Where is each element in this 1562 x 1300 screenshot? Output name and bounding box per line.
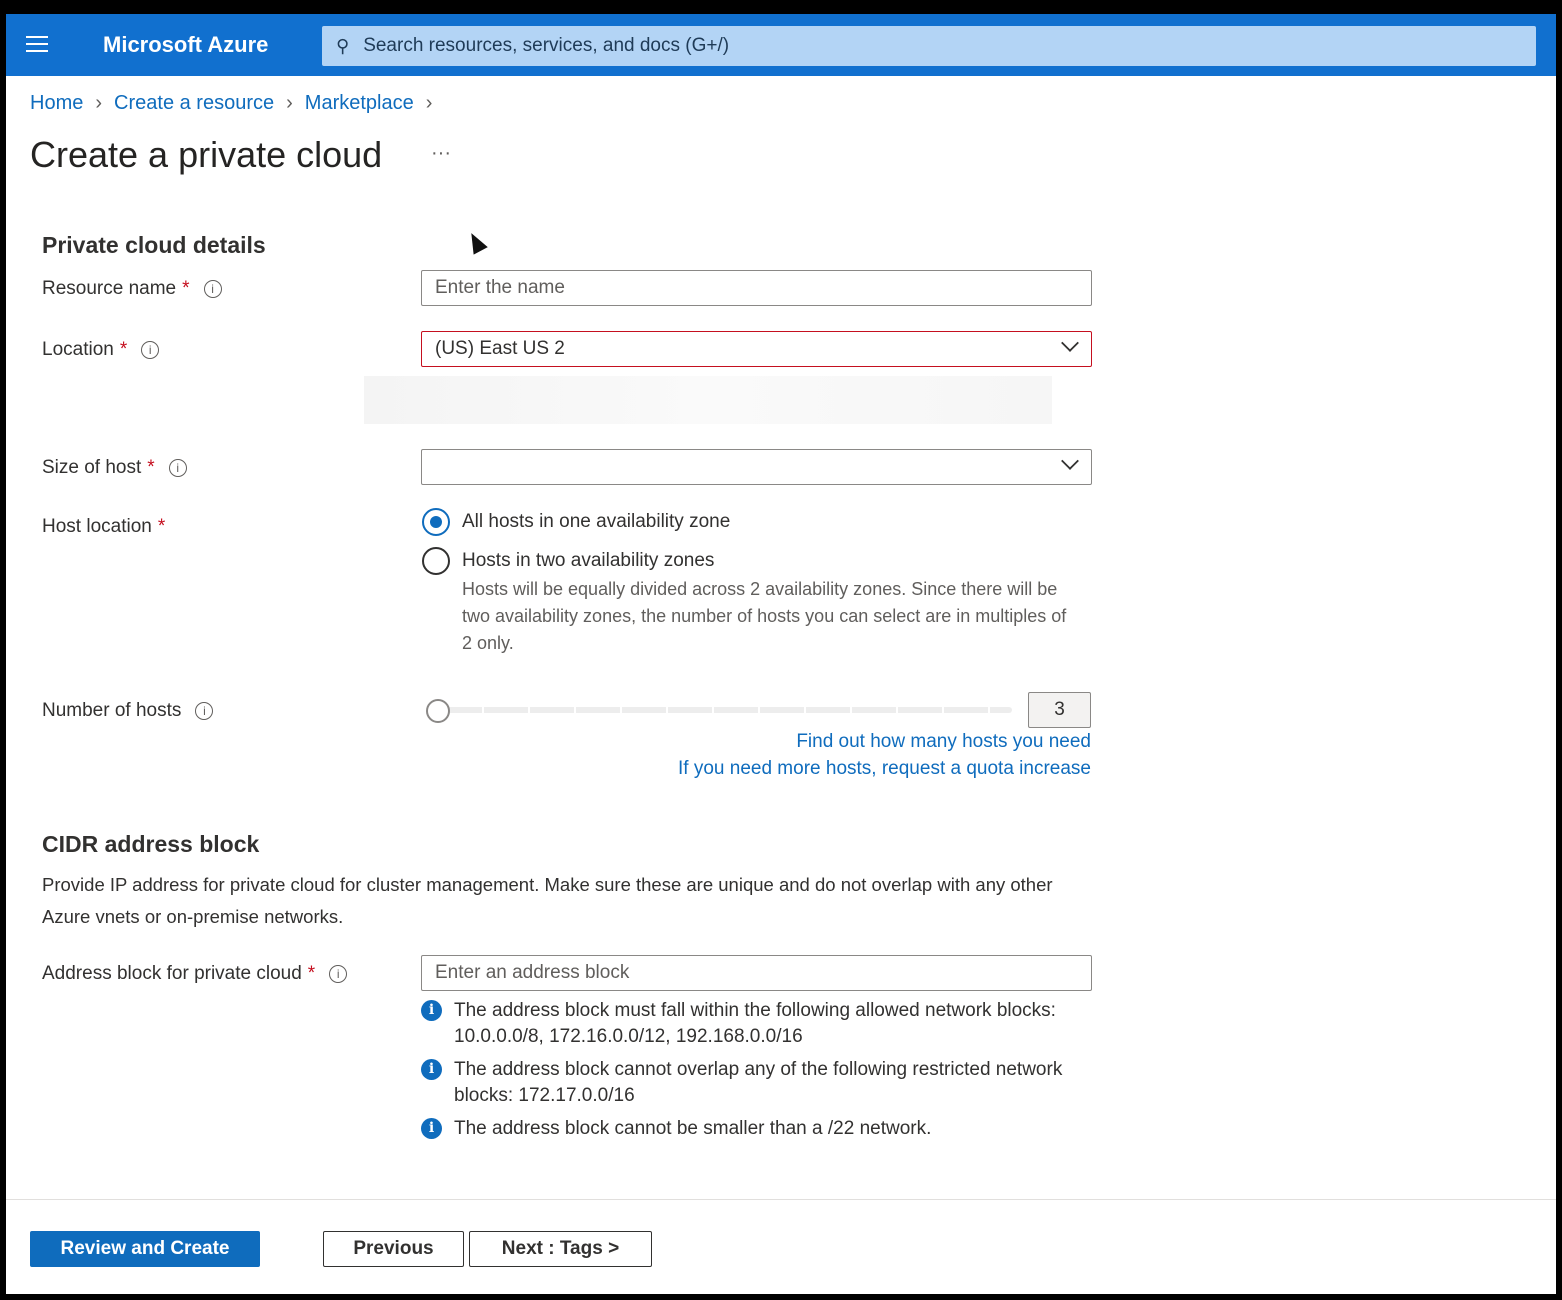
radio-selected-icon[interactable] — [422, 508, 450, 536]
radio-label: Hosts in two availability zones — [462, 550, 715, 571]
info-icon[interactable]: i — [141, 341, 159, 359]
address-block-input[interactable] — [421, 955, 1092, 991]
hosts-slider-thumb[interactable] — [426, 699, 450, 723]
hosts-slider-track[interactable] — [438, 707, 1012, 713]
radio-one-zone[interactable] — [422, 508, 730, 536]
cidr-description: Provide IP address for private cloud for cluster management. Make sure these are unique and do not overlap with any other Azure vnets or on-premise networks. — [42, 874, 1053, 927]
previous-button[interactable]: Previous — [323, 1231, 464, 1267]
number-of-hosts-label: Number of hosts i — [42, 700, 213, 722]
address-block-label: Address block for private cloud * i — [42, 963, 347, 985]
mouse-cursor-icon — [464, 229, 488, 254]
host-location-label: Host location * — [42, 516, 166, 537]
chevron-right-icon: › — [286, 92, 293, 114]
breadcrumb — [30, 92, 432, 115]
azure-portal — [6, 14, 1556, 1294]
menu-icon[interactable] — [26, 36, 48, 52]
info-note: i The address block cannot be smaller than a /22 network. — [421, 1116, 1101, 1142]
find-hosts-link[interactable]: Find out how many hosts you need — [796, 731, 1091, 752]
radio-two-zones[interactable] — [422, 547, 714, 575]
page-title: Create a private cloud — [30, 134, 383, 175]
chevron-right-icon: › — [95, 92, 103, 114]
blurred-region — [364, 376, 1052, 424]
info-icon[interactable]: i — [204, 280, 222, 298]
breadcrumb-create-resource[interactable]: Create a resource — [114, 92, 275, 114]
info-note: i The address block must fall within the following allowed network blocks: 10.0.0.0/8, 172.16.0.0/12, 192.168.0.0/16 — [421, 998, 1101, 1050]
chevron-down-icon — [1061, 452, 1079, 470]
info-icon[interactable]: i — [329, 965, 347, 983]
quota-increase-link[interactable]: If you need more hosts, request a quota increase — [678, 758, 1091, 779]
breadcrumb-home[interactable]: Home — [30, 92, 84, 114]
radio-unselected-icon[interactable] — [422, 547, 450, 575]
location-value: (US) East US 2 — [435, 338, 565, 359]
more-options-button[interactable]: ··· — [431, 142, 451, 164]
info-filled-icon: i — [421, 1059, 442, 1080]
search-icon: ⚲ — [336, 35, 350, 56]
info-icon[interactable]: i — [169, 459, 187, 477]
section-heading: CIDR address block — [42, 831, 260, 857]
chevron-right-icon: › — [425, 92, 433, 114]
location-dropdown[interactable] — [421, 331, 1092, 367]
next-tags-button[interactable]: Next : Tags > — [469, 1231, 652, 1267]
radio-label: All hosts in one availability zone — [462, 511, 731, 532]
placeholder: Enter an address block — [435, 962, 630, 983]
info-filled-icon: i — [421, 1118, 442, 1139]
footer-divider — [6, 1199, 1556, 1200]
info-filled-icon: i — [421, 1000, 442, 1021]
info-note: i The address block cannot overlap any of the following restricted network blocks: 172.17.0.0/16 — [421, 1057, 1101, 1109]
placeholder: Enter the name — [435, 277, 565, 298]
top-bar — [6, 14, 1556, 76]
section-heading: Private cloud details — [42, 232, 266, 258]
resource-name-input[interactable] — [421, 270, 1092, 306]
search-placeholder: Search resources, services, and docs (G+/) — [363, 35, 730, 56]
size-of-host-label: Size of host * i — [42, 457, 187, 479]
breadcrumb-marketplace[interactable]: Marketplace — [304, 92, 414, 114]
resource-name-label: Resource name * i — [42, 278, 222, 300]
search-input[interactable] — [322, 26, 1536, 66]
chevron-down-icon — [1061, 334, 1079, 352]
two-zones-description: Hosts will be equally divided across 2 availability zones. Since there will be two availability zones, the number of hosts you can select are in multiples of 2 only. — [462, 579, 1067, 653]
hosts-count-input[interactable]: 3 — [1028, 692, 1091, 728]
brand-logo[interactable]: Microsoft Azure — [103, 32, 269, 57]
location-label: Location * i — [42, 339, 159, 361]
size-of-host-dropdown[interactable] — [421, 449, 1092, 485]
info-icon[interactable]: i — [195, 702, 213, 720]
review-and-create-button[interactable]: Review and Create — [30, 1231, 260, 1267]
